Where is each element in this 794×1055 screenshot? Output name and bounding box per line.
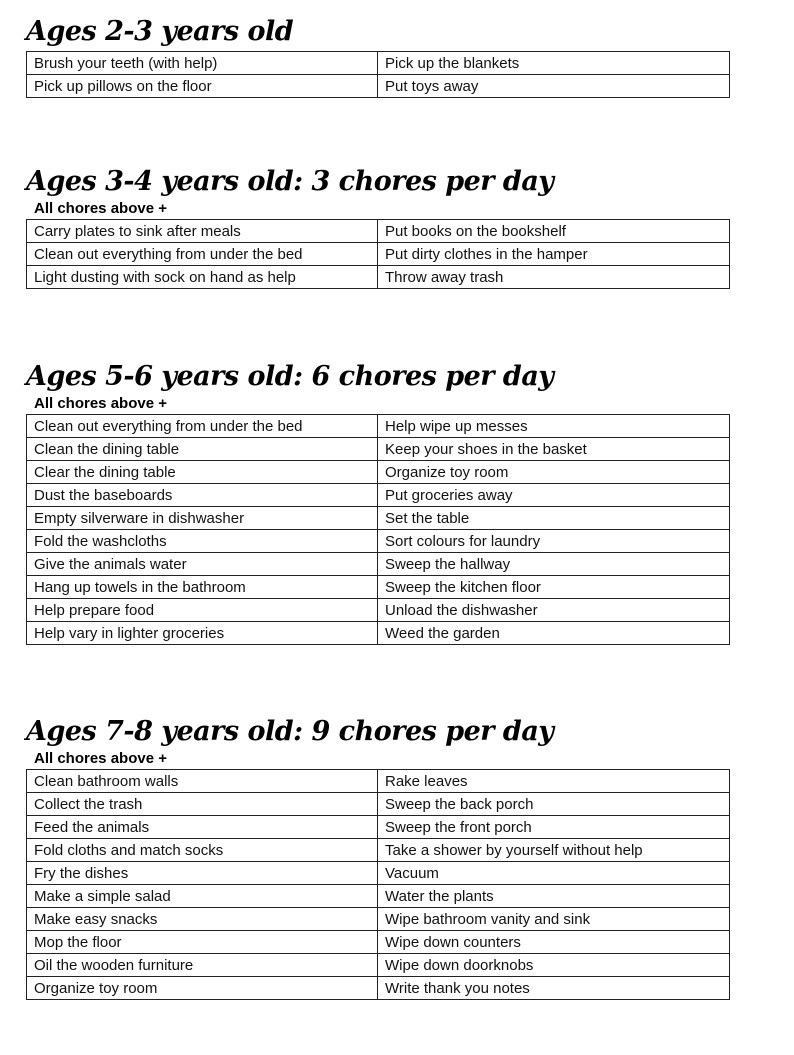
chore-cell: Pick up the blankets [378,52,730,75]
chore-cell: Sweep the back porch [378,793,730,816]
section-title: Ages 2-3 years old [26,16,294,47]
table-row [27,931,730,954]
chore-cell: Take a shower by yourself without help [378,839,730,862]
chore-cell: Make a simple salad [27,885,378,908]
chores-table [26,414,730,645]
table-row [27,530,730,553]
chore-cell: Unload the dishwasher [378,599,730,622]
chore-cell: Sweep the hallway [378,553,730,576]
chore-cell: Make easy snacks [27,908,378,931]
chore-cell: Write thank you notes [378,977,730,1000]
table-row [27,52,730,75]
table-row [27,770,730,793]
table-row [27,507,730,530]
chores-table [26,769,730,1000]
chore-cell: Put dirty clothes in the hamper [378,243,730,266]
chore-cell: Oil the wooden furniture [27,954,378,977]
chores-table [26,51,730,98]
table-row [27,599,730,622]
table-row [27,553,730,576]
chore-cell: Keep your shoes in the basket [378,438,730,461]
chore-cell: Wipe down counters [378,931,730,954]
chore-cell: Set the table [378,507,730,530]
chore-cell: Fry the dishes [27,862,378,885]
section-ages-2-3 [26,14,714,98]
chore-cell: Sort colours for laundry [378,530,730,553]
chore-cell: Organize toy room [378,461,730,484]
section-title: Ages 7-8 years old: 9 chores per day [26,716,554,747]
section-subtitle: All chores above + [34,395,167,412]
chore-cell: Collect the trash [27,793,378,816]
chore-cell: Put books on the bookshelf [378,220,730,243]
section-ages-3-4 [26,164,714,289]
section-subtitle: All chores above + [34,750,167,767]
table-row [27,793,730,816]
chore-cell: Clear the dining table [27,461,378,484]
table-row [27,839,730,862]
chore-cell: Weed the garden [378,622,730,645]
chore-cell: Fold cloths and match socks [27,839,378,862]
table-row [27,908,730,931]
table-row [27,576,730,599]
chore-cell: Help prepare food [27,599,378,622]
chore-cell: Empty silverware in dishwasher [27,507,378,530]
chore-cell: Help vary in lighter groceries [27,622,378,645]
chore-cell: Throw away trash [378,266,730,289]
chore-cell: Clean bathroom walls [27,770,378,793]
chore-cell: Rake leaves [378,770,730,793]
chore-cell: Put groceries away [378,484,730,507]
section-title: Ages 5-6 years old: 6 chores per day [26,361,554,392]
table-row [27,977,730,1000]
table-row [27,862,730,885]
chore-cell: Feed the animals [27,816,378,839]
chore-cell: Wipe bathroom vanity and sink [378,908,730,931]
section-ages-7-8 [26,714,714,1000]
table-row [27,461,730,484]
chore-cell: Pick up pillows on the floor [27,75,378,98]
chore-cell: Clean out everything from under the bed [27,415,378,438]
table-row [27,243,730,266]
chore-cell: Give the animals water [27,553,378,576]
chore-cell: Hang up towels in the bathroom [27,576,378,599]
chore-cell: Clean the dining table [27,438,378,461]
chore-cell: Clean out everything from under the bed [27,243,378,266]
section-title: Ages 3-4 years old: 3 chores per day [26,166,554,197]
chore-cell: Sweep the front porch [378,816,730,839]
chore-cell: Help wipe up messes [378,415,730,438]
table-row [27,885,730,908]
chore-cell: Light dusting with sock on hand as help [27,266,378,289]
table-row [27,438,730,461]
table-row [27,220,730,243]
table-row [27,622,730,645]
chore-cell: Carry plates to sink after meals [27,220,378,243]
chore-cell: Sweep the kitchen floor [378,576,730,599]
chore-cell: Brush your teeth (with help) [27,52,378,75]
chore-cell: Water the plants [378,885,730,908]
table-row [27,75,730,98]
chore-cell: Dust the baseboards [27,484,378,507]
table-row [27,816,730,839]
table-row [27,484,730,507]
chores-table [26,219,730,289]
section-ages-5-6 [26,359,714,645]
section-subtitle: All chores above + [34,200,167,217]
chore-cell: Organize toy room [27,977,378,1000]
chore-cell: Wipe down doorknobs [378,954,730,977]
table-row [27,954,730,977]
table-row [27,266,730,289]
chore-cell: Fold the washcloths [27,530,378,553]
chore-cell: Put toys away [378,75,730,98]
chore-cell: Vacuum [378,862,730,885]
chore-cell: Mop the floor [27,931,378,954]
table-row [27,415,730,438]
